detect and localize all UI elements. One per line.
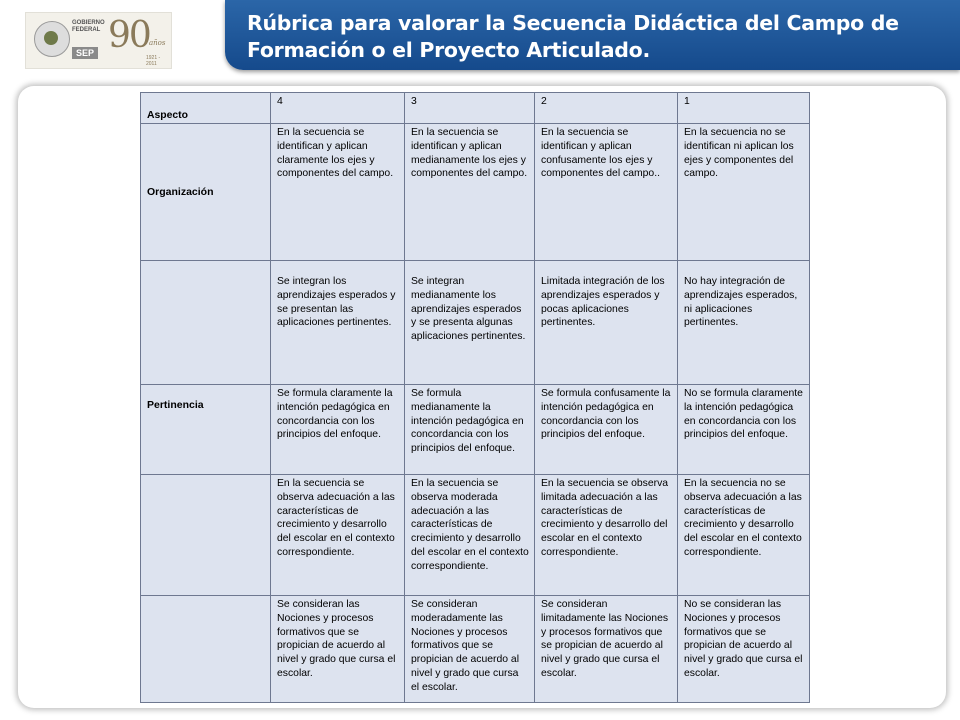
rubric-cell: En la secuencia no se identifican ni aplican los ejes y componentes del campo.: [678, 124, 810, 261]
anniversary-word: años: [149, 39, 166, 47]
anniversary-years: 1921 - 2011: [146, 55, 161, 67]
aspect-label: [141, 596, 271, 703]
aspect-label: [141, 475, 271, 596]
rubric-table: [140, 92, 810, 703]
table-row: [141, 475, 810, 596]
title-bar: [225, 0, 960, 70]
table-row: [141, 261, 810, 385]
rubric-cell: Se formula medianamente la intención pedagógica en concordancia con los principios del enfoque.: [405, 385, 535, 475]
agency-text: SEP: [72, 47, 98, 59]
aspect-label: Pertinencia: [141, 385, 271, 475]
aspect-label: [141, 261, 271, 385]
rubric-cell: Se integran los aprendizajes esperados y se presentan las aplicaciones pertinentes.: [271, 261, 405, 385]
table-row: [141, 385, 810, 475]
rubric-cell: En la secuencia se identifican y aplican medianamente los ejes y componentes del campo.: [405, 124, 535, 261]
rubric-cell: No hay integración de aprendizajes esperados, ni aplicaciones pertinentes.: [678, 261, 810, 385]
rubric-cell: Se formula confusamente la intención pedagógica en concordancia con los principios del enfoque.: [535, 385, 678, 475]
rubric-cell: Limitada integración de los aprendizajes esperados y pocas aplicaciones pertinentes.: [535, 261, 678, 385]
table-row: [141, 124, 810, 261]
rubric-cell: En la secuencia se observa adecuación a las características de crecimiento y desarrollo del escolar en el contexto correspondiente.: [271, 475, 405, 596]
rubric-cell: No se formula claramente la intención pedagógica en concordancia con los principios del enfoque.: [678, 385, 810, 475]
rubric-cell: No se consideran las Nociones y procesos formativos que se propician de acuerdo al nivel y grado que cursa el escolar.: [678, 596, 810, 703]
table-row: [141, 596, 810, 703]
rubric-cell: Se consideran moderadamente las Nociones y procesos formativos que se propician de acuerdo al nivel y grado que cursa el escolar.: [405, 596, 535, 703]
rubric-cell: En la secuencia se identifican y aplican claramente los ejes y componentes del campo.: [271, 124, 405, 261]
sep-logo: [25, 12, 172, 69]
page-title: Rúbrica para valorar la Secuencia Didáctica del Campo de Formación o el Proyecto Articulado.: [247, 11, 899, 62]
header-level-2: 2: [535, 93, 678, 124]
header-level-4: 4: [271, 93, 405, 124]
rubric-cell: En la secuencia se observa limitada adecuación a las características de crecimiento y desarrollo del escolar en el contexto correspondiente.: [535, 475, 678, 596]
rubric-cell: Se formula claramente la intención pedagógica en concordancia con los principios del enfoque.: [271, 385, 405, 475]
aspect-label: Organización: [141, 124, 271, 261]
rubric-cell: Se consideran limitadamente las Nociones y procesos formativos que se propician de acuerdo al nivel y grado que cursa el escolar.: [535, 596, 678, 703]
national-seal-icon: [34, 21, 70, 57]
rubric-cell: En la secuencia no se observa adecuación a las características de crecimiento y desarrollo del escolar en el contexto correspondiente.: [678, 475, 810, 596]
government-text: GOBIERNO FEDERAL: [72, 20, 105, 33]
rubric-cell: En la secuencia se observa moderada adecuación a las características de crecimiento y desarrollo del escolar en el contexto correspondiente.: [405, 475, 535, 596]
anniversary-number: 90: [108, 15, 150, 56]
header-aspect: Aspecto: [141, 93, 271, 124]
header-level-1: 1: [678, 93, 810, 124]
rubric-cell: Se integran medianamente los aprendizajes esperados y se presenta algunas aplicaciones pertinentes.: [405, 261, 535, 385]
rubric-cell: Se consideran las Nociones y procesos formativos que se propician de acuerdo al nivel y grado que cursa el escolar.: [271, 596, 405, 703]
rubric-cell: En la secuencia se identifican y aplican confusamente los ejes y componentes del campo..: [535, 124, 678, 261]
header-level-3: 3: [405, 93, 535, 124]
table-header-row: [141, 93, 810, 124]
